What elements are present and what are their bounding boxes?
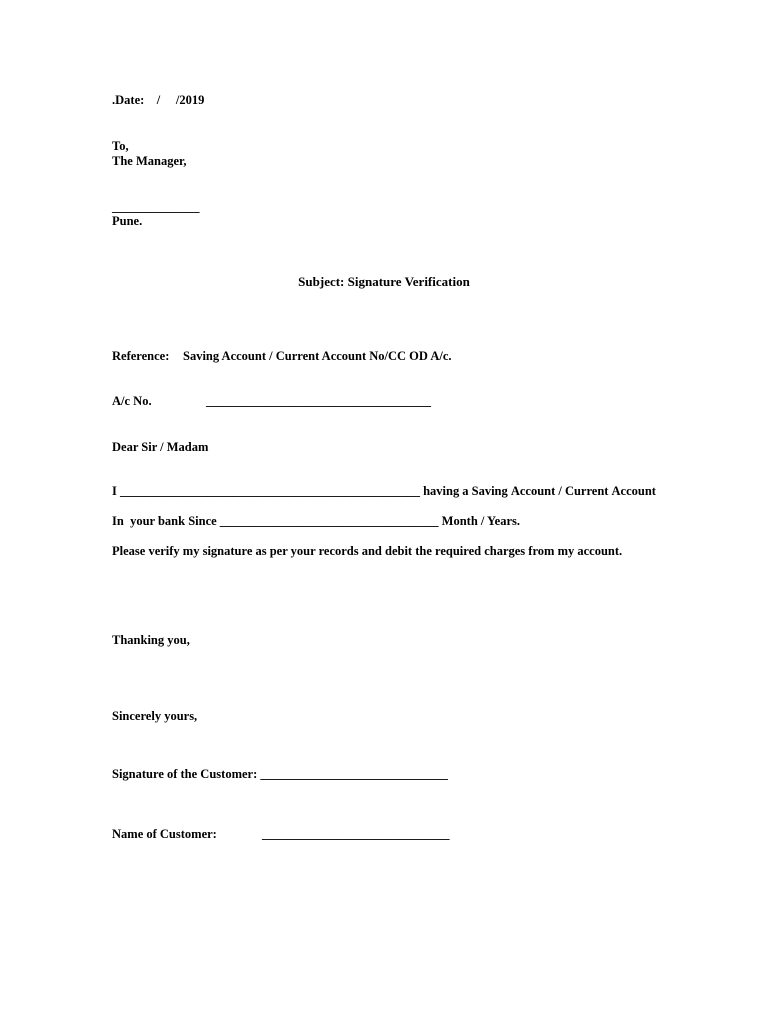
body-line-3: Please verify my signature as per your records and debit the required charges from my account.	[112, 544, 623, 558]
body-line-1-word: /	[558, 484, 562, 498]
body-line-1-word: a	[462, 484, 469, 498]
body-line-1-word: Current	[564, 484, 609, 498]
reference-value: Saving Account / Current Account No/CC OD A/c.	[183, 349, 452, 363]
body-line-1-word: Account	[510, 484, 556, 498]
customer-name-label: Name of Customer:	[112, 827, 217, 841]
salutation: Dear Sir / Madam	[112, 440, 209, 454]
customer-name-blank: ______________________________	[262, 827, 450, 841]
body-line-1	[112, 484, 656, 499]
closing-sincerely: Sincerely yours,	[112, 709, 198, 723]
account-number-blank: ____________________________________	[206, 394, 431, 408]
to-line: To,	[112, 139, 129, 153]
city-line: Pune.	[112, 214, 143, 228]
date-line: .Date: / /2019	[112, 93, 205, 107]
body-line-1-word: Saving	[471, 484, 508, 498]
closing-thanks: Thanking you,	[112, 633, 190, 647]
reference-label: Reference:	[112, 349, 170, 363]
body-line-1-word: having	[423, 484, 460, 498]
subject-heading: Subject: Signature Verification	[298, 274, 470, 289]
signature-line: Signature of the Customer: ______________________________	[112, 767, 448, 781]
addressee-line: The Manager,	[112, 154, 187, 168]
body-line-2: In your bank Since ___________________________________ Month / Years.	[112, 514, 521, 528]
branch-blank: ______________	[112, 200, 200, 214]
account-number-label: A/c No.	[112, 394, 152, 408]
body-line-1-prefix: I ________________________________________________	[112, 484, 420, 498]
body-line-1-word: Account	[611, 484, 656, 498]
